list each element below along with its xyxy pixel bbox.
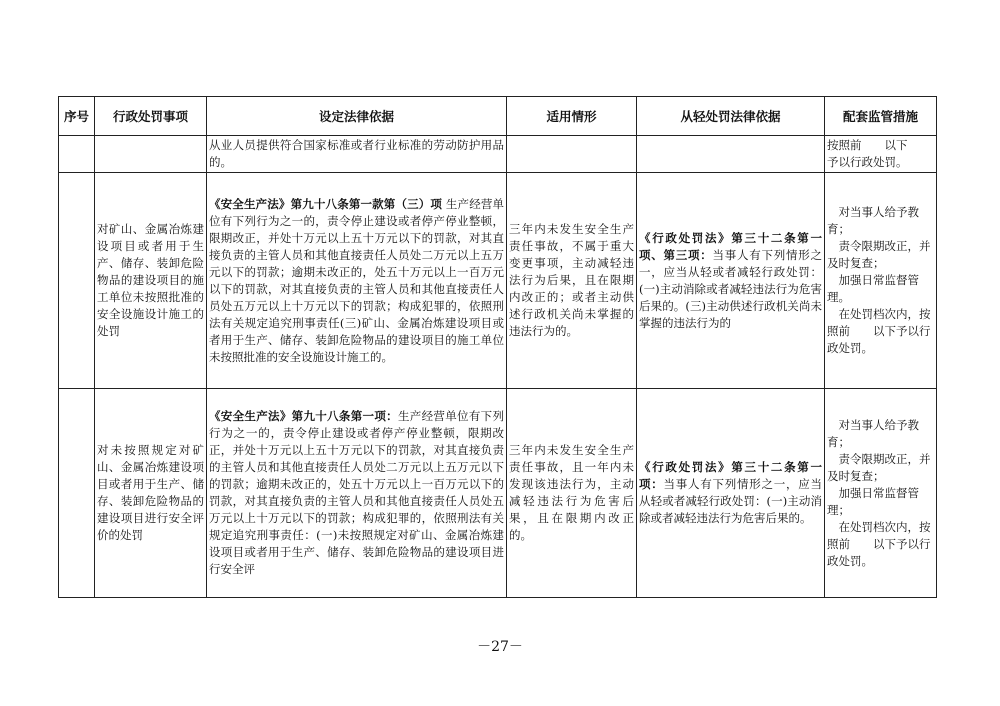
cell-light-basis	[637, 136, 825, 173]
basis-bold: 《安全生产法》第九十八条第一项：	[209, 409, 398, 423]
cell-item: 对未按照规定对矿山、金属冶炼建设项目或者用于生产、储存、装卸危险物品的建设项目进行安全评价的处罚	[95, 389, 207, 598]
cell-measures: 对当事人给予教育； 责令限期改正，并及时复查； 加强日常监督管理； 在处罚档次内，按照前 以下予以行政处罚。	[825, 389, 937, 598]
penalty-table	[58, 96, 937, 598]
basis-text: 生产经营单位有下列行为之一的，责令停止建设或者停产停业整顿，限期改正，并处十万元以上五十万元以下的罚款，对其直接负责的主管人员和其他直接责任人员处二万元以上五万元以下的罚款；逾期未改正的，处五十万元以上一百万元以下的罚款，对其直接负责的主管人员和其他直接责任人员处五万元以上十万元以下的罚款；构成犯罪的，依照刑法有关规定追究刑事责任(三)矿山、金属冶炼建设项目或者用于生产、储存、装卸危险物品的建设项目的施工单位未按照批准的安全设施设计施工的。	[209, 196, 505, 364]
header-item: 行政处罚事项	[95, 97, 207, 136]
table-header-row	[59, 97, 937, 136]
cell-seq	[59, 389, 95, 598]
table-row	[59, 136, 937, 173]
basis-bold: 《安全生产法》第九十八条第一款第（三）项	[209, 196, 443, 211]
cell-item	[95, 136, 207, 173]
header-light-basis: 从轻处罚法律依据	[637, 97, 825, 136]
basis-text: 生产经营单位有下列行为之一的，责令停止建设或者停产停业整顿，限期改正，并处十万元以上五十万元以下的罚款，对其直接负责的主管人员和其他直接责任人员处二万元以上五万元以下的罚款；逾期未改正的，处五十万元以上一百万元以下的罚款，对其直接负责的主管人员和其他直接责任人员处五万元以上十万元以下的罚款；构成犯罪的，依照刑法有关规定追究刑事责任：(一)未按照规定对矿山、金属冶炼建设项目或者用于生产、储存、装卸危险物品的建设项目进行安全评	[209, 409, 504, 576]
cell-measures: 对当事人给予教育； 责令限期改正，并及时复查； 加强日常监督管理。 在处罚档次内，按照前 以下予以行政处罚。	[825, 173, 937, 389]
header-measures: 配套监管措施	[825, 97, 937, 136]
cell-basis	[207, 389, 507, 598]
page-number: －27－	[477, 639, 523, 655]
cell-item: 对矿山、金属冶炼建设项目或者用于生产、储存、装卸危险物品的建设项目的施工单位未按照批准的安全设施设计施工的处罚	[95, 173, 207, 389]
light-bold: 《行政处罚法》第三十二条第一项：	[639, 460, 822, 491]
cell-situation: 三年内未发生安全生产责任事故，不属于重大变更事项，主动减轻违法行为后果，且在限期内改正的；或者主动供述行政机关尚未掌握的违法行为的。	[507, 173, 637, 389]
light-bold: 《行政处罚法》第三十二条第一项、第三项：	[639, 230, 822, 262]
cell-basis	[207, 173, 507, 389]
cell-basis	[207, 136, 507, 173]
header-seq: 序号	[59, 97, 95, 136]
header-basis: 设定法律依据	[207, 97, 507, 136]
cell-measures: 按照前 以下 予以行政处罚。	[825, 136, 937, 173]
cell-seq	[59, 173, 95, 389]
cell-seq	[59, 136, 95, 173]
table-row	[59, 173, 937, 389]
cell-situation: 三年内未发生安全生产责任事故，且一年内未发现该违法行为，主动减轻违法行为危害后果，且在限期内改正的。	[507, 389, 637, 598]
cell-situation	[507, 136, 637, 173]
light-text: 当事人有下列情形之一，应当从轻或者减轻行政处罚：(一)主动消除或者减轻违法行为危害后果的。(三)主动供述行政机关尚未掌握的违法行为的	[639, 247, 822, 330]
light-text: 当事人有下列情形之一，应当从轻或者减轻行政处罚：(一)主动消除或者减轻违法行为危害后果的。	[639, 477, 822, 525]
cell-light-basis	[637, 173, 825, 389]
table-row	[59, 389, 937, 598]
header-situation: 适用情形	[507, 97, 637, 136]
cell-light-basis	[637, 389, 825, 598]
basis-text: 从业人员提供符合国家标准或者行业标准的劳动防护用品的。	[209, 138, 504, 169]
